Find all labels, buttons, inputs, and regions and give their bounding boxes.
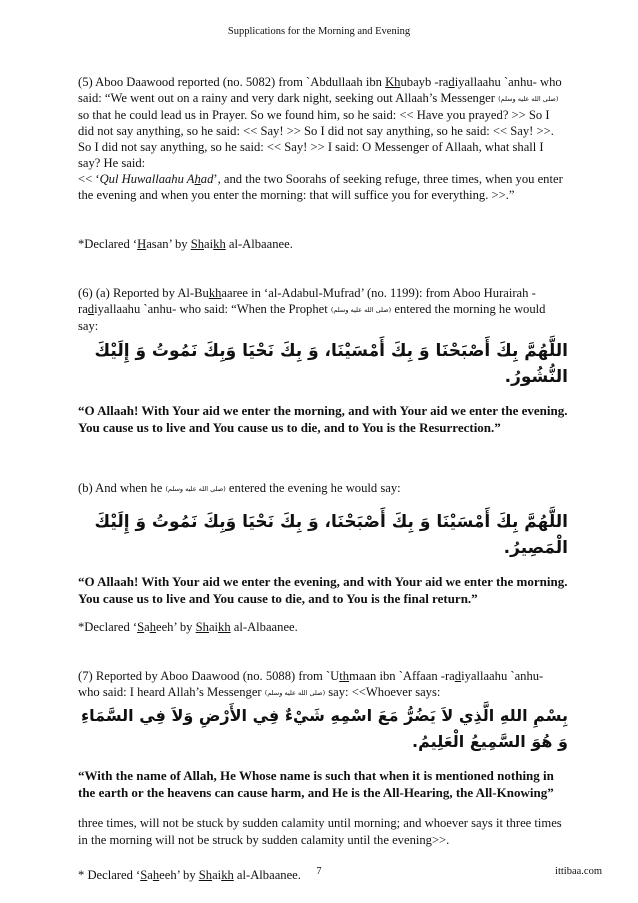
salutation-glyph: (صلى الله عليه وسلم): [330, 306, 392, 314]
arabic-supplication-morning: اللَّهُمَّ بِكَ أَصْبَحْنَا وَ بِكَ أَمْسَيْنَا، وَ بِكَ نَحْيَا وَبِكَ نَمُوتُ وَ إِلَيْكَ النُّشُورُ.: [94, 341, 568, 387]
running-header: Supplications for the Morning and Evening: [227, 26, 411, 37]
paragraph-hadith-6b: (b) And when he (صلى الله عليه وسلم) entered the evening he would say:: [78, 481, 401, 495]
paragraph-hadith-7: (7) Reported by Aboo Daawood (no. 5088) from `Uthmaan ibn `Affaan -radiyallaahu `anhu- who said: I heard Allah’s Messenger (صلى الله عليه وسلم) say: <<Whoever says:: [78, 669, 544, 699]
site-name: ittibaa.com: [555, 866, 602, 877]
salutation-glyph: (صلى الله عليه وسلم): [498, 95, 559, 103]
paragraph-hadith-7-ending: three times, will not be stuck by sudden calamity until morning; and whoever says it three times in the morning will not be struck by sudden calamity until the evening>>.: [78, 816, 562, 847]
declaration-hasan: *Declared ‘Hasan’ by Shaikh al-Albaanee.: [78, 237, 293, 251]
declaration-saheeh-2: * Declared ‘Saheeh’ by Shaikh al-Albaanee.: [78, 868, 301, 882]
translation-morning: “O Allaah! With Your aid we enter the morning, and with Your aid we enter the evening. You cause us to live and You cause us to die, and to You is the Resurrection.”: [78, 403, 568, 435]
arabic-supplication-bismillah: بِسْمِ اللهِ الَّذِي لاَ يَضُرُّ مَعَ اسْمِهِ شَيْءٌ فِي الأَرْضِ وَلاَ فِي السَّمَاءِ وَ هُوَ السَّمِيعُ الْعَلِيمُ.: [80, 706, 568, 751]
salutation-glyph: (صلى الله عليه وسلم): [264, 689, 326, 697]
paragraph-hadith-6a: (6) (a) Reported by Al-Bukhaaree in ‘al-Adabul-Mufrad’ (no. 1199): from Aboo Hurairah - radiyallaahu `anhu- who said: “When the Prophet (صلى الله عليه وسلم) entered the morning he would say:: [78, 286, 546, 333]
arabic-supplication-evening: اللَّهُمَّ بِكَ أَمْسَيْنَا وَ بِكَ أَصْبَحْنَا، وَ بِكَ نَحْيَا وَبِكَ نَمُوتُ وَ إِلَيْكَ الْمَصِيرُ.: [94, 512, 568, 558]
paragraph-hadith-5: (5) Aboo Daawood reported (no. 5082) from `Abdullaah ibn Khubayb -radiyallaahu `anhu- who said: “We went out on a rainy and very dark night, seeking out Allaah’s Messenger (صلى الله عليه وسلم) so that he could lead us in Prayer. So we found him, so he said: << Have you prayed? >> So I did not say anything, so he said: << Say! >> So I did not say anything, so he said: << Say! >>. So I did not say anything, so he said: << Say! >> I said: O Messenger of Allaah, what shall I say? He said: << ‘Qul Huwallaahu Ahad’, and the two Soorahs of seeking refuge, three times, when you enter the evening and when you enter the morning: that will suffice you for everything. >>.”: [78, 75, 563, 202]
salutation-glyph: (صلى الله عليه وسلم): [165, 485, 226, 493]
page-number: 7: [316, 866, 322, 877]
translation-evening: “O Allaah! With Your aid we enter the evening, and with Your aid we enter the morning. You cause us to live and You cause to die, and to You is the final return.”: [78, 574, 568, 606]
translation-bismillah: “With the name of Allah, He Whose name is such that when it is mentioned nothing in the earth or the heavens can cause harm, and He is the All-Hearing, the All-Knowing”: [78, 768, 554, 800]
document-body: [78, 74, 568, 883]
declaration-saheeh-1: *Declared ‘Saheeh’ by Shaikh al-Albaanee.: [78, 620, 298, 634]
